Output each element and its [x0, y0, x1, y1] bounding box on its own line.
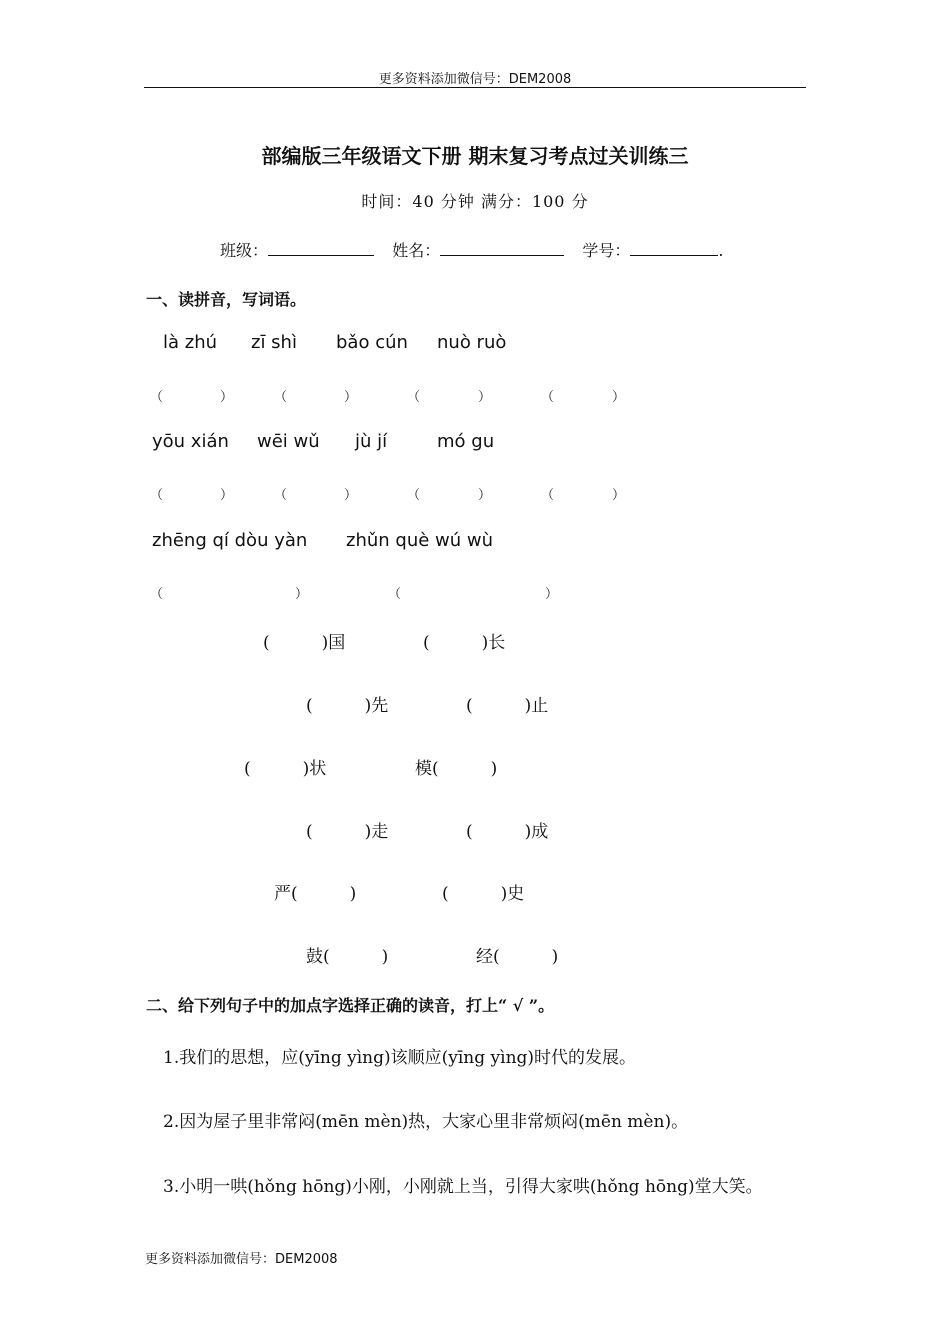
answer-paren-close: ） — [478, 390, 492, 405]
id-field[interactable] — [630, 241, 718, 256]
exam-meta: 时间：40 分钟 满分：100 分 — [361, 192, 589, 211]
answer-paren-open: （ — [407, 488, 421, 503]
pinyin-item: zhǔn què wú wù — [346, 530, 494, 551]
answer-paren-close: ） — [220, 390, 234, 405]
fill-item: ( )史 — [442, 884, 525, 904]
answer-paren-close: ） — [344, 390, 358, 405]
pinyin-item: là zhú — [163, 332, 218, 353]
answer-paren-open: （ — [541, 390, 555, 405]
pinyin-item: jù jí — [355, 431, 388, 452]
answer-paren-open: （ — [150, 390, 164, 405]
name-label: 姓名： — [392, 241, 441, 260]
fill-item: 鼓( ) — [306, 947, 389, 967]
fill-item: 模( ) — [415, 759, 498, 779]
fill-item: ( )止 — [466, 696, 549, 716]
answer-paren-close: ） — [612, 390, 626, 405]
class-label: 班级： — [220, 241, 269, 260]
fill-item: ( )走 — [306, 822, 389, 842]
name-field[interactable] — [440, 241, 564, 256]
page-header: 更多资料添加微信号：DEM2008 — [378, 72, 572, 87]
section-2-heading: 二、给下列句子中的加点字选择正确的读音，打上“ √ ”。 — [146, 996, 555, 1015]
answer-paren-open: （ — [407, 390, 421, 405]
fill-item: 严( ) — [274, 884, 357, 904]
fill-item: ( )成 — [466, 822, 549, 842]
answer-paren-open: （ — [150, 488, 164, 503]
section-1-heading: 一、读拼音，写词语。 — [146, 290, 307, 309]
answer-paren-open: （ — [274, 488, 288, 503]
answer-paren-close: ） — [220, 488, 234, 503]
pinyin-item: nuò ruò — [437, 332, 507, 353]
question-item: 3.小明一哄(hǒng hōng)小刚，小刚就上当，引得大家哄(hǒng hōng)堂大笑。 — [163, 1177, 763, 1197]
answer-paren-close: ） — [344, 488, 358, 503]
info-line — [220, 238, 724, 261]
answer-paren-open: （ — [150, 587, 164, 602]
end-mark: . — [718, 241, 724, 260]
header-divider — [144, 87, 806, 88]
pinyin-item: zhēng qí dòu yàn — [152, 530, 308, 551]
pinyin-item: wēi wǔ — [257, 431, 320, 452]
pinyin-item: mó gu — [437, 431, 495, 452]
id-label: 学号： — [582, 241, 631, 260]
question-item: 1.我们的思想，应(yīng yìng)该顺应(yīng yìng)时代的发展。 — [163, 1048, 637, 1068]
pinyin-item: zī shì — [251, 332, 297, 353]
answer-paren-close: ） — [612, 488, 626, 503]
answer-paren-open: （ — [388, 587, 402, 602]
fill-item: ( )状 — [244, 759, 327, 779]
page-footer: 更多资料添加微信号：DEM2008 — [145, 1252, 338, 1267]
answer-paren-open: （ — [541, 488, 555, 503]
class-field[interactable] — [268, 241, 374, 256]
fill-item: ( )先 — [306, 696, 389, 716]
answer-paren-close: ） — [295, 587, 309, 602]
fill-item: ( )长 — [423, 633, 506, 653]
answer-paren-close: ） — [478, 488, 492, 503]
question-item: 2.因为屋子里非常闷(mēn mèn)热，大家心里非常烦闷(mēn mèn)。 — [163, 1112, 689, 1132]
answer-paren-close: ） — [545, 587, 559, 602]
fill-item: ( )国 — [263, 633, 346, 653]
page-title: 部编版三年级语文下册 期末复习考点过关训练三 — [261, 144, 689, 168]
answer-paren-open: （ — [274, 390, 288, 405]
pinyin-item: yōu xián — [152, 431, 229, 452]
pinyin-item: bǎo cún — [336, 332, 408, 353]
fill-item: 经( ) — [476, 947, 559, 967]
